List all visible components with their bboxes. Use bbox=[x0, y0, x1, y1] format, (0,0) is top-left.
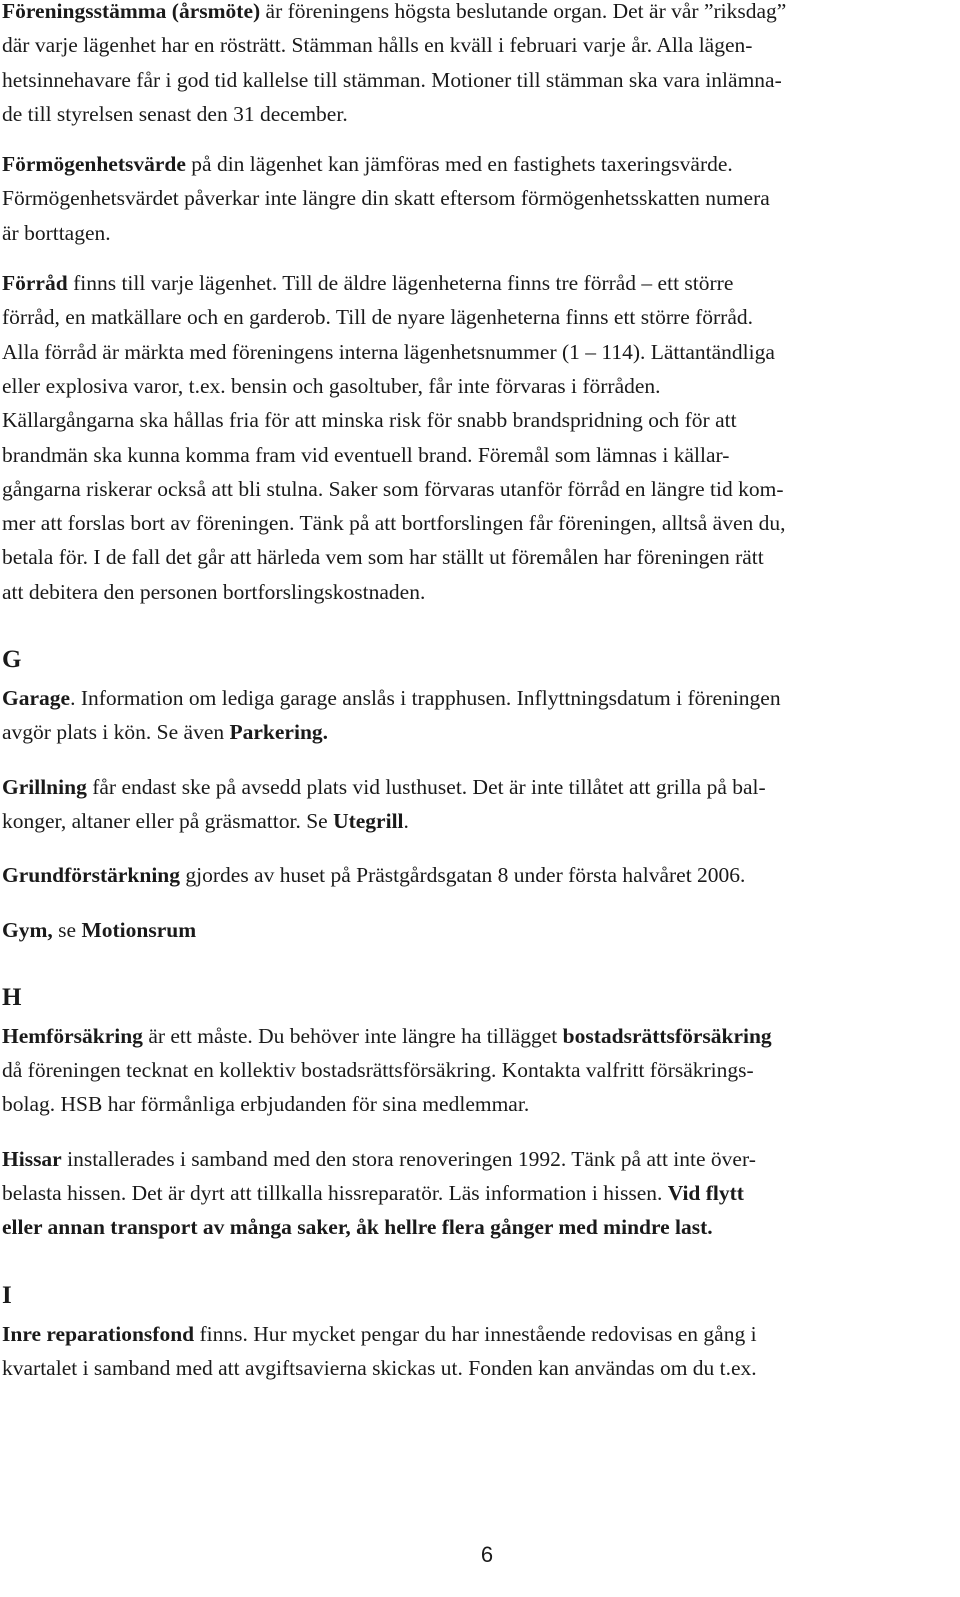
text-line bbox=[2, 1176, 942, 1210]
text-run: finns. Hur mycket pengar du har innestående redovisas en gång i bbox=[194, 1321, 757, 1346]
text-line bbox=[2, 1053, 942, 1087]
term-bold: Hemförsäkring bbox=[2, 1023, 143, 1048]
text-line bbox=[2, 63, 942, 97]
text-line bbox=[2, 0, 942, 28]
term-bold: Utegrill bbox=[333, 808, 404, 833]
text-run: att debitera den personen bortforslingskostnaden. bbox=[2, 579, 426, 604]
text-line bbox=[2, 147, 942, 181]
text-run: betala för. I de fall det går att härleda vem som har ställt ut föremålen har föreningen rätt bbox=[2, 545, 764, 570]
text-run: Förmögenhetsvärdet påverkar inte längre din skatt eftersom förmögenhetsskatten numera bbox=[2, 186, 770, 211]
text-run: avgör plats i kön. Se även bbox=[2, 720, 230, 745]
text-line bbox=[2, 181, 942, 215]
term-bold: bostadsrättsförsäkring bbox=[562, 1023, 772, 1048]
text-run: kvartalet i samband med att avgiftsavierna skickas ut. Fonden kan användas om du t.ex. bbox=[2, 1355, 757, 1380]
text-run: installerades i samband med den stora renoveringen 1992. Tänk på att inte över- bbox=[61, 1146, 756, 1171]
term-bold: Parkering. bbox=[229, 720, 329, 745]
text-run: de till styrelsen senast den 31 december. bbox=[2, 101, 348, 126]
text-line bbox=[2, 575, 942, 609]
text-line bbox=[2, 403, 942, 437]
text-line bbox=[2, 438, 942, 472]
glossary-entry bbox=[2, 681, 942, 750]
glossary-entry bbox=[2, 1317, 942, 1386]
text-line bbox=[2, 1019, 942, 1053]
text-line bbox=[2, 1087, 942, 1121]
text-run: är borttagen. bbox=[2, 220, 111, 245]
text-run: är föreningens högsta beslutande organ. Det är vår ”riksdag” bbox=[260, 0, 787, 23]
text-line bbox=[2, 858, 942, 892]
text-line bbox=[2, 335, 942, 369]
term-bold: Förråd bbox=[2, 271, 68, 296]
text-run: är ett måste. Du behöver inte längre ha tillägget bbox=[142, 1023, 563, 1048]
text-run: bolag. HSB har förmånliga erbjudanden för sina medlemmar. bbox=[2, 1092, 530, 1117]
term-bold: Hissar bbox=[2, 1146, 62, 1171]
glossary-entry bbox=[2, 1142, 942, 1245]
page-number: 6 bbox=[480, 1542, 494, 1567]
term-bold: Motionsrum bbox=[81, 917, 197, 942]
text-run: då föreningen tecknat en kollektiv bostadsrättsförsäkring. Kontakta valfritt försäkrings- bbox=[2, 1058, 754, 1083]
text-line bbox=[2, 1317, 942, 1351]
text-line bbox=[2, 506, 942, 540]
text-line bbox=[2, 715, 942, 749]
text-run: finns till varje lägenhet. Till de äldre lägenheterna finns tre förråd – ett större bbox=[67, 271, 734, 296]
text-run: brandmän ska kunna komma fram vid eventuell brand. Föremål som lämnas i källar- bbox=[2, 442, 730, 467]
term-bold: Föreningsstämma (årsmöte) bbox=[2, 0, 261, 23]
text-line bbox=[2, 804, 942, 838]
glossary-entry bbox=[2, 0, 942, 131]
text-line bbox=[2, 28, 942, 62]
glossary-entry bbox=[2, 913, 942, 947]
text-line bbox=[2, 1351, 942, 1385]
text-run: hetsinnehavare får i god tid kallelse till stämman. Motioner till stämman ska vara inlämna- bbox=[2, 67, 782, 92]
text-run: Källargångarna ska hållas fria för att minska risk för snabb brandspridning och för att bbox=[2, 408, 737, 433]
text-run: mer att forslas bort av föreningen. Tänk på att bortforslingen får föreningen, alltså även du, bbox=[2, 511, 786, 536]
text-run: . bbox=[403, 808, 409, 833]
text-run: får endast ske på avsedd plats vid lusthuset. Det är inte tillåtet att grilla på bal- bbox=[86, 774, 766, 799]
text-run: förråd, en matkällare och en garderob. Till de nyare lägenheterna finns ett större förråd. bbox=[2, 305, 754, 330]
glossary-entry bbox=[2, 770, 942, 839]
text-line bbox=[2, 770, 942, 804]
text-line bbox=[2, 266, 942, 300]
term-bold: Grundförstärkning bbox=[2, 863, 181, 888]
text-run: gångarna riskerar också att bli stulna. Saker som förvaras utanför förråd en längre tid kom- bbox=[2, 476, 784, 501]
glossary-entry bbox=[2, 266, 942, 609]
text-run: Alla förråd är märkta med föreningens interna lägenhetsnummer (1 – 114). Lättantändliga bbox=[2, 339, 775, 364]
section-letter-heading: I bbox=[2, 1281, 12, 1309]
text-run: . Information om lediga garage anslås i trapphusen. Inflyttningsdatum i föreningen bbox=[70, 686, 781, 711]
text-run: eller explosiva varor, t.ex. bensin och gasoltuber, får inte förvaras i förråden. bbox=[2, 373, 661, 398]
text-run: se bbox=[52, 917, 82, 942]
section-letter-heading: H bbox=[2, 983, 22, 1011]
glossary-entry bbox=[2, 1019, 942, 1122]
text-run: konger, altaner eller på gräsmattor. Se bbox=[2, 808, 334, 833]
text-line bbox=[2, 1142, 942, 1176]
term-bold: Gym, bbox=[2, 917, 53, 942]
document-page bbox=[2, 0, 942, 1385]
term-bold: eller annan transport av många saker, åk hellre flera gånger med mindre last. bbox=[2, 1215, 713, 1240]
text-line bbox=[2, 681, 942, 715]
text-run: gjordes av huset på Prästgårdsgatan 8 under första halvåret 2006. bbox=[180, 863, 746, 888]
text-line bbox=[2, 472, 942, 506]
text-line bbox=[2, 1210, 942, 1244]
text-line bbox=[2, 97, 942, 131]
text-line bbox=[2, 369, 942, 403]
term-bold: Vid flytt bbox=[667, 1181, 744, 1206]
term-bold: Förmögenhetsvärde bbox=[2, 152, 186, 177]
term-bold: Grillning bbox=[2, 774, 87, 799]
term-bold: Inre reparationsfond bbox=[2, 1321, 195, 1346]
text-line bbox=[2, 300, 942, 334]
glossary-entry bbox=[2, 147, 942, 250]
text-line bbox=[2, 540, 942, 574]
text-run: belasta hissen. Det är dyrt att tillkalla hissreparatör. Läs information i hissen. bbox=[2, 1181, 668, 1206]
glossary-entry bbox=[2, 858, 942, 892]
text-line bbox=[2, 216, 942, 250]
text-line bbox=[2, 913, 942, 947]
text-run: på din lägenhet kan jämföras med en fastighets taxeringsvärde. bbox=[185, 152, 733, 177]
section-letter-heading: G bbox=[2, 646, 22, 674]
term-bold: Garage bbox=[2, 686, 71, 711]
text-run: där varje lägenhet har en rösträtt. Stämman hålls en kväll i februari varje år. Alla lägen- bbox=[2, 33, 753, 58]
